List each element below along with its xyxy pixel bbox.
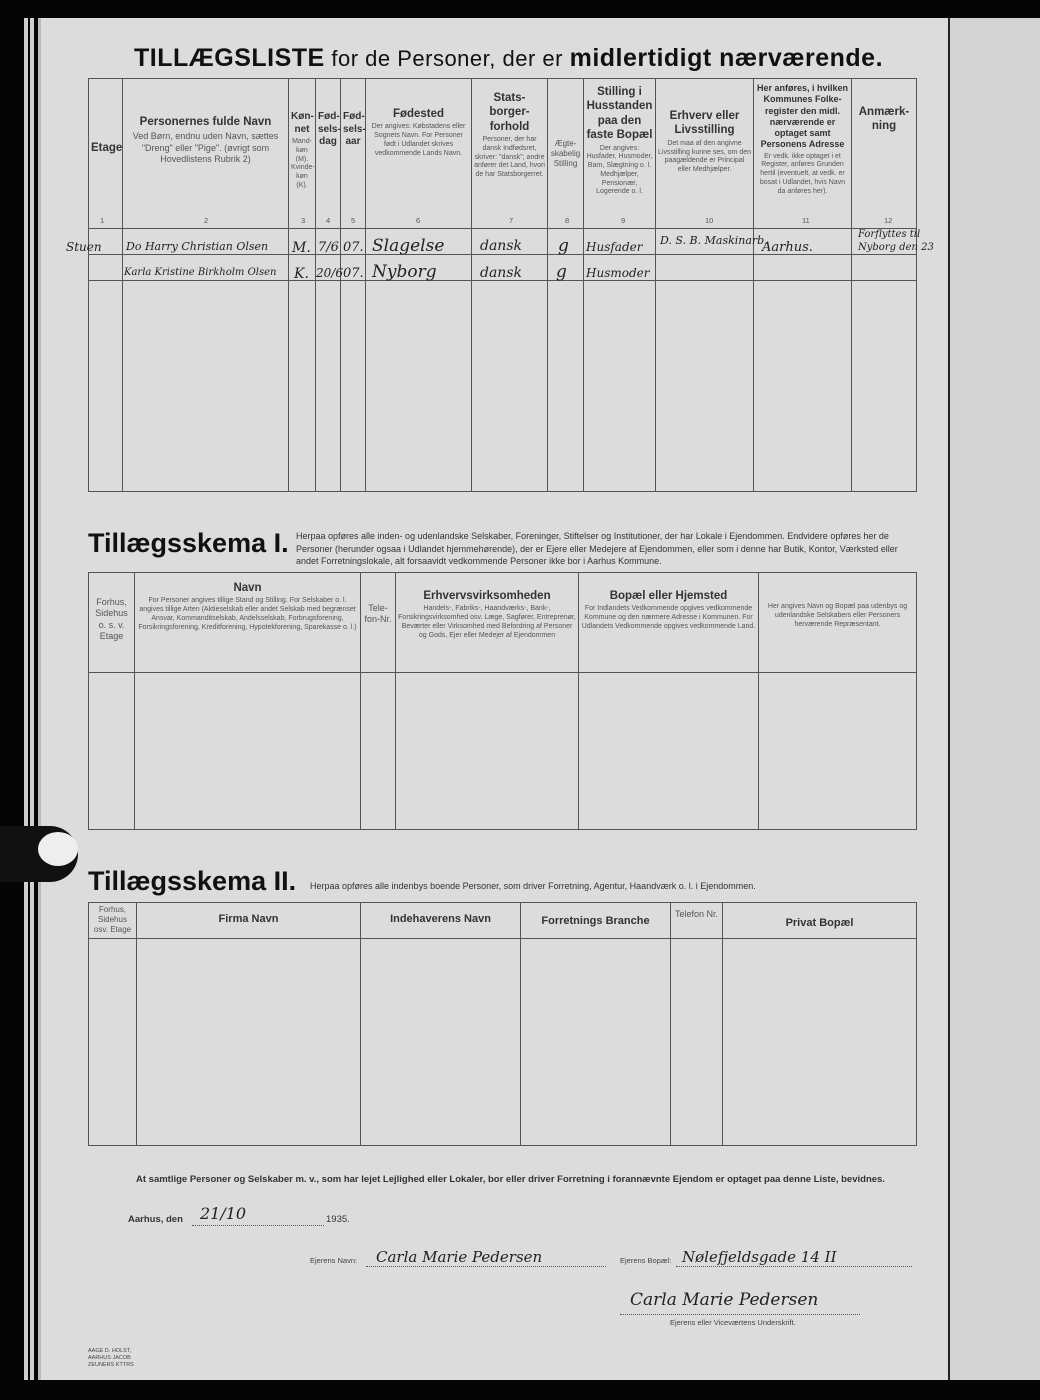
- section-text-skema2: Herpaa opføres alle indenbys boende Personer, som driver Forretning, Agentur, Haandværk o. l. i Ejendommen.: [310, 881, 756, 891]
- cell-citizenship: dansk: [480, 265, 522, 281]
- skema2-body-row: [89, 939, 917, 1146]
- place-date-label: Aarhus, den: [128, 1214, 183, 1225]
- cell-birthday: 20/6: [316, 266, 343, 280]
- col-header-register-note: Er vedk. ikke optaget i et Register, anføres Grunden hertil (eventuelt, at vedk. er bosat i Udlandet, hvis Navn da anføres her).: [759, 152, 846, 195]
- col-header-telefon: Tele-fon-Nr.: [364, 603, 392, 625]
- col-header-navn-note: For Personer angives tillige Stand og Stilling. For Selskaber o. l. angives tillige Arten (Aktieselskab eller andet Selskab med begrænset Ansvar, Kommanditselskab, Andelsselskab, Forbrugsforening, Forsikringsforening, Kreditforening, Hypotekforening, Sparekasse o. l.): [138, 597, 357, 631]
- main-row-empty: [89, 281, 917, 492]
- cell-birthplace: Nyborg: [372, 262, 437, 282]
- section-title-skema1: Tillægsskema I.: [88, 528, 289, 558]
- col-header-birthplace: Fødested: [392, 108, 445, 120]
- col-number: 11: [802, 216, 810, 225]
- col-number: 4: [326, 216, 331, 225]
- printer-mark: AAGE D. HOLST, AARHUS JACOB ZEUNERS KTTRS: [88, 1348, 134, 1369]
- col-header-erhverv-note: Handels-, Fabriks-, Haandværks-, Bank-, Forsikringsvirksomhed osv. Læge, Sagfører, Entreprenør, Beværter eller Virksomhed med Befordring af Personer og Gods, Ejer eller Medejer af Ejendommen: [398, 605, 576, 639]
- cell-marital: g: [556, 262, 567, 282]
- col-header-birthplace-note: Der angives: Købstadens eller Sognets Navn. For Personer født i Udlandet skrives vedkommende Lands Navn.: [371, 123, 466, 157]
- signature-label: Ejerens eller Viceværtens Underskrift.: [670, 1318, 796, 1327]
- col-header-firma: Firma Navn: [218, 913, 279, 925]
- col-number: 8: [565, 216, 570, 225]
- col-header-name: Personernes fulde Navn: [139, 116, 272, 128]
- col-number: 10: [705, 216, 714, 225]
- cell-etage: Stuen: [66, 240, 102, 254]
- col-header-repraesentant: Her angives Navn og Bopæl paa udenbys og udenlandske Selskabers eller Personers herværende Repræsentant.: [767, 603, 908, 628]
- thumb-nail: [38, 832, 78, 866]
- owner-address-handwritten: Nølefjeldsgade 14 II: [682, 1248, 837, 1266]
- col-header-occupation: Erhverv eller Livsstilling: [669, 110, 740, 137]
- page-edge: [24, 18, 28, 1380]
- col-number: 2: [204, 216, 209, 225]
- cell-birthday: 7/6: [318, 240, 339, 255]
- page-edge: [30, 18, 34, 1380]
- owner-name-line: [366, 1266, 606, 1267]
- cell-sex: K.: [294, 266, 309, 282]
- col-header-sex: Køn-net: [291, 111, 314, 135]
- signature-line: [620, 1314, 860, 1315]
- col-header-household: Stilling i Husstanden paa den faste Bopæl: [586, 86, 653, 142]
- col-header-sex-note: Mand-køn (M). Kvinde-køn (K).: [291, 138, 315, 189]
- col-header-indehaver: Indehaverens Navn: [390, 913, 491, 925]
- col-number: 12: [884, 216, 893, 225]
- cell-sex: M.: [292, 240, 311, 256]
- col-number: 7: [509, 216, 514, 225]
- col-header-birthyear: Fød-sels-aar: [343, 111, 366, 147]
- owner-address-label: Ejerens Bopæl:: [620, 1256, 672, 1265]
- col-header-occupation-note: Det maa af den angivne Livsstilling kunne ses, om den paagældende er Principal eller Medhjælper.: [658, 139, 751, 173]
- cell-birthplace: Slagelse: [372, 236, 445, 256]
- owner-name-handwritten: Carla Marie Pedersen: [376, 1248, 543, 1266]
- col-number: 3: [301, 216, 306, 225]
- adjacent-page: [948, 18, 1040, 1380]
- cell-citizenship: dansk: [480, 238, 522, 254]
- cell-household: Husfader: [586, 240, 643, 254]
- col-number: 6: [416, 216, 421, 225]
- cell-occupation: D. S. B. Maskinarb.: [660, 234, 768, 247]
- skema1-header-row: [89, 573, 917, 673]
- cell-name: Karla Kristine Birkholm Olsen: [124, 267, 277, 278]
- section-title-skema2: Tillægsskema II.: [88, 866, 297, 896]
- signature: Carla Marie Pedersen: [630, 1290, 819, 1310]
- page-title: TILLÆGSLISTE for de Personer, der er midlertidigt nærværende.: [134, 44, 884, 72]
- cell-name: Do Harry Christian Olsen: [126, 240, 269, 253]
- owner-name-label: Ejerens Navn:: [310, 1256, 358, 1265]
- col-header-branche: Forretnings Branche: [541, 915, 650, 927]
- col-header-household-note: Der angives: Husfader, Husmoder, Barn, Slægtning o. l. Medhjælper, Pensionær, Logerende o. l.: [586, 144, 653, 196]
- col-number: 1: [100, 216, 105, 225]
- col-header-navn: Navn: [233, 582, 262, 594]
- cell-marital: g: [558, 236, 569, 256]
- col-number: 5: [351, 216, 356, 225]
- date-handwritten: 21/10: [200, 1204, 247, 1223]
- col-header-erhverv: Erhvervsvirksomheden: [423, 590, 551, 602]
- attestation-text: At samtlige Personer og Selskaber m. v., som har lejet Lejlighed eller Lokaler, bor eller driver Forretning i forannævnte Ejendom er optaget paa denne Liste, bevidnes.: [136, 1174, 885, 1185]
- section-text-skema1: Herpaa opføres alle inden- og udenlandske Selskaber, Foreninger, Stiftelser og Institutioner, der har Lokale i Ejendommen. Endvidere opføres her de Personer (herunder ogsaa i Udlandet hjemmehørende), der er Ejere eller Medejere af Ejendommen, eller som i denne har Butik, Kontor, Værksted eller andet Forretningslokale, alt forsaavidt vedkommende Personer ikke bor i Aarhus Kommune.: [296, 531, 898, 567]
- col-header-register: Her anføres, i hvilken Kommunes Folke-register den midl. nærværende er optaget samt Personens Adresse: [756, 83, 849, 150]
- col-header-citizenship-note: Personer, der har dansk Indfødsret, skriver: "dansk"; andre anfører det Land, hvori de har Statsborgerret.: [474, 136, 545, 179]
- skema1-body-row: [89, 673, 917, 830]
- skema2-header-row: [89, 903, 917, 939]
- main-table: [88, 78, 917, 492]
- col-header-citizenship: Stats-borger-forhold: [489, 92, 530, 133]
- col-header-bopael: Bopæl eller Hjemsted: [609, 590, 728, 602]
- col-header-floor: Forhus, Sidehus osv. Etage: [93, 905, 132, 934]
- cell-birthyear: 07.: [343, 266, 364, 281]
- year-text: 1935.: [326, 1214, 350, 1225]
- skema2-table: [88, 902, 917, 1146]
- col-header-etage: Etage: [91, 142, 123, 154]
- cell-birthyear: 07.: [343, 240, 364, 255]
- cell-note: Forflyttes til Nyborg den 23: [858, 229, 934, 253]
- col-header-privat-bopael: Privat Bopæl: [785, 917, 854, 929]
- col-header-telefon: Telefon Nr.: [674, 909, 719, 919]
- col-header-name-note: Ved Børn, endnu uden Navn, sættes "Dreng" eller "Pige". (øvrigt som Hovedlistens Rubrik 2): [132, 131, 279, 164]
- col-header-floor: Forhus, Sidehus o. s. v. Etage: [95, 597, 128, 641]
- col-header-note: Anmærk-ning: [858, 106, 910, 133]
- col-header-marital: Ægte-skabelig Stilling: [550, 139, 581, 168]
- col-header-bopael-note: For Indlandets Vedkommende opgives vedkommende Kommune og den nærmere Adresse i Kommunen. For Udlandets Vedkommende opgives vedkommende Land.: [581, 605, 756, 630]
- cell-register: Aarhus.: [762, 240, 813, 255]
- owner-address-line: [676, 1266, 912, 1267]
- date-line: [192, 1225, 324, 1226]
- main-header-row: [89, 79, 917, 229]
- col-number: 9: [621, 216, 626, 225]
- cell-household: Husmoder: [586, 266, 650, 280]
- skema1-table: [88, 572, 917, 830]
- col-header-birthday: Fød-sels-dag: [318, 111, 341, 147]
